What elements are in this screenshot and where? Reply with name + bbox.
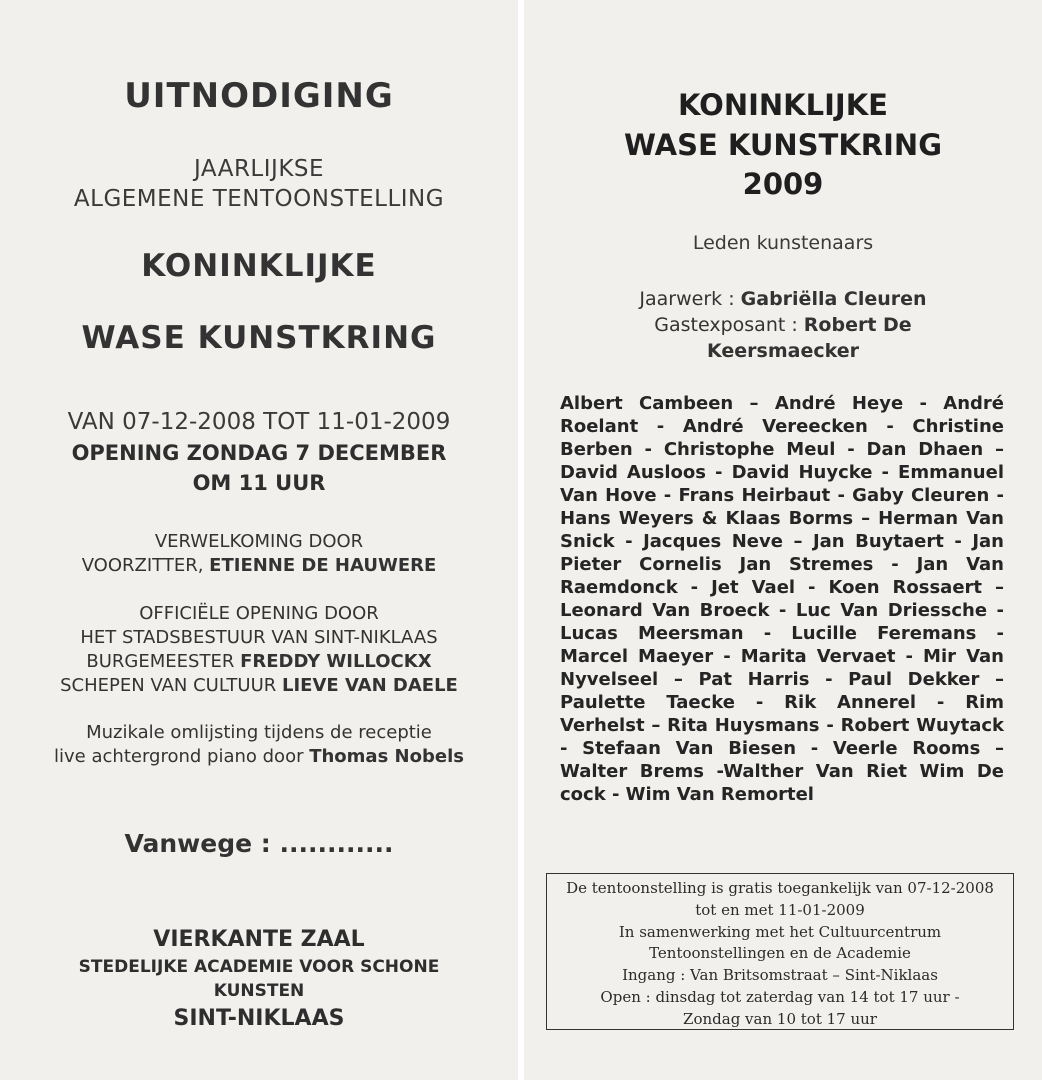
- invitation-left-panel: [0, 0, 518, 1080]
- info-line: Zondag van 10 tot 17 uur: [683, 1009, 877, 1028]
- alderman-role: SCHEPEN VAN CULTUUR: [60, 675, 282, 696]
- info-line: De tentoonstelling is gratis toegankelijk van 07-12-2008: [566, 879, 994, 897]
- welcome-line2: [0, 554, 518, 578]
- org-name-line1: KONINKLIJKE: [141, 248, 377, 284]
- subtitle-line2: ALGEMENE TENTOONSTELLING: [73, 186, 445, 212]
- official-line2: HET STADSBESTUUR VAN SINT-NIKLAAS: [80, 627, 438, 648]
- exhibition-dates: VAN 07-12-2008 TOT 11-01-2009: [67, 409, 451, 435]
- venue-city: SINT-NIKLAAS: [173, 1006, 345, 1031]
- welcome-line1: VERWELKOMING DOOR: [154, 531, 364, 552]
- exhibition-info-box: [546, 873, 1014, 1030]
- music-line2: [0, 745, 518, 769]
- welcome-role: VOORZITTER,: [81, 555, 210, 576]
- org-name-line2: WASE KUNSTKRING: [81, 320, 437, 356]
- pianist-name: Thomas Nobels: [309, 746, 464, 767]
- gast-line: [524, 312, 1042, 338]
- venue-line2: STEDELIJKE ACADEMIE VOOR SCHONE: [78, 957, 440, 977]
- jaarwerk-label: Jaarwerk :: [639, 288, 741, 310]
- members-right-panel: [524, 0, 1042, 1080]
- member-artists-list: Albert Cambeen – André Heye - André Roelant - André Vereecken - Christine Berben - Christophe Meul - Dan Dhaen – David Ausloos - David Huycke - Emmanuel Van Hove - Frans Heirbaut - Gaby Cleuren - Hans Weyers & Klaas Borms – Herman Van Snick - Jacques Neve – Jan Buytaert - Jan Pieter Cornelis Jan Stremes - Jan Van Raemdonck - Jet Vael - Koen Rossaert – Leonard Van Broeck - Luc Van Driessche - Lucas Meersman - Lucille Feremans - Marcel Maeyer - Marita Vervaet - Mir Van Nyvelseel – Pat Harris - Paul Dekker – Paulette Taecke - Rik Annerel - Rim Verhelst – Rita Huysmans - Robert Wuytack - Stefaan Van Biesen - Veerle Rooms – Walter Brems -Walther Van Riet Wim De cock - Wim Van Remortel: [560, 393, 1004, 805]
- mayor-line: [0, 650, 518, 674]
- gast-name-line2: Keersmaecker: [707, 340, 859, 362]
- music-line1: Muzikale omlijsting tijdens de receptie: [86, 722, 432, 743]
- gast-label: Gastexposant :: [654, 314, 804, 336]
- members-subtitle: Leden kunstenaars: [692, 232, 874, 254]
- gast-name-line1: Robert De: [803, 314, 912, 336]
- mayor-name: FREDDY WILLOCKX: [240, 651, 432, 672]
- jaarwerk-name: Gabriëlla Cleuren: [740, 288, 927, 310]
- info-line: Ingang : Van Britsomstraat – Sint-Niklaas: [622, 966, 938, 985]
- info-line: Tentoonstellingen en de Academie: [649, 944, 911, 963]
- right-title-year: 2009: [742, 167, 824, 201]
- opening-line1: OPENING ZONDAG 7 DECEMBER: [71, 441, 447, 465]
- info-line: tot en met 11-01-2009: [695, 900, 865, 919]
- venue-line3: KUNSTEN: [213, 981, 305, 1001]
- music-prefix: live achtergrond piano door: [54, 746, 310, 767]
- right-title-line2: WASE KUNSTKRING: [623, 128, 943, 162]
- jaarwerk-line: [524, 286, 1042, 312]
- info-line: In samenwerking met het Cultuurcentrum: [618, 922, 942, 941]
- alderman-name: LIEVE VAN DAELE: [281, 675, 458, 696]
- info-line: Open : dinsdag tot zaterdag van 14 tot 17 uur -: [600, 987, 960, 1006]
- invitation-title: UITNODIGING: [124, 76, 394, 116]
- subtitle-line1: JAARLIJKSE: [193, 156, 325, 182]
- vanwege-line: Vanwege : ............: [124, 829, 394, 858]
- venue-line1: VIERKANTE ZAAL: [153, 927, 365, 952]
- alderman-line: [0, 674, 518, 698]
- official-line1: OFFICIËLE OPENING DOOR: [139, 603, 379, 624]
- chairman-name: ETIENNE DE HAUWERE: [209, 555, 437, 576]
- mayor-role: BURGEMEESTER: [86, 651, 241, 672]
- right-title-line1: KONINKLIJKE: [678, 88, 888, 122]
- opening-line2: OM 11 UUR: [192, 471, 326, 495]
